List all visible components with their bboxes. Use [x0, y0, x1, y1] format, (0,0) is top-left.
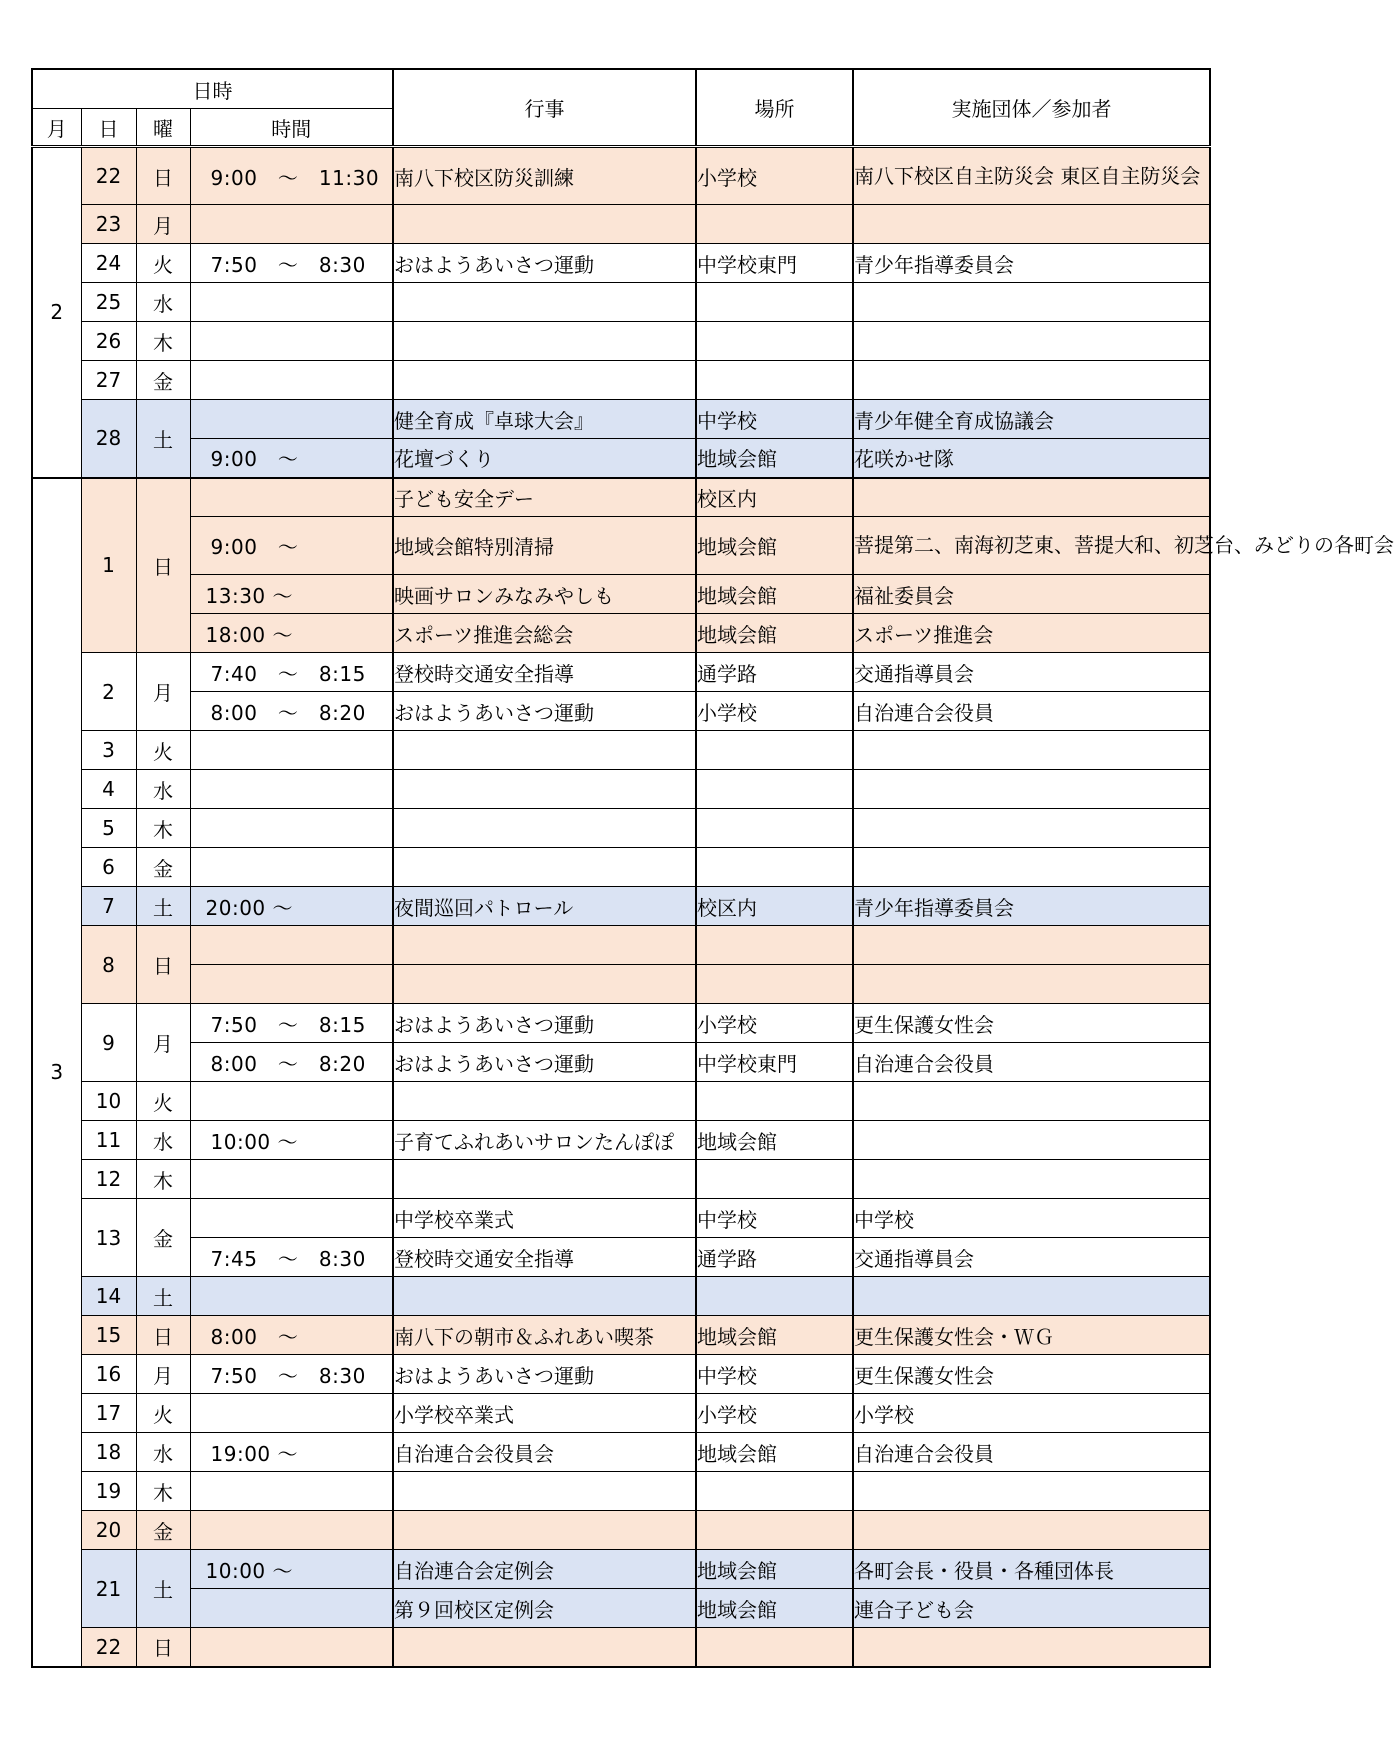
place-cell — [696, 1472, 853, 1511]
place-cell: 地域会館 — [696, 1589, 853, 1628]
weekday-cell: 土 — [136, 887, 190, 926]
event-cell — [393, 926, 696, 965]
place-cell: 地域会館 — [696, 1550, 853, 1589]
group-cell: 青少年健全育成協議会 — [853, 400, 1210, 439]
header-weekday: 曜 — [136, 109, 190, 147]
time-cell — [190, 478, 393, 517]
table-row — [32, 205, 1210, 244]
event-cell — [393, 1472, 696, 1511]
day-cell: 5 — [81, 809, 136, 848]
event-cell — [393, 322, 696, 361]
table-row — [32, 1277, 1210, 1316]
table-row — [32, 926, 1210, 965]
day-cell: 7 — [81, 887, 136, 926]
time-cell: 7:45 ～ 8:30 — [190, 1238, 393, 1277]
place-cell: 地域会館 — [696, 1121, 853, 1160]
time-cell — [190, 283, 393, 322]
place-cell — [696, 1277, 853, 1316]
table-row — [32, 1589, 1210, 1628]
weekday-cell: 金 — [136, 1199, 190, 1277]
group-cell: 福祉委員会 — [853, 575, 1210, 614]
event-cell: 子ども安全デー — [393, 478, 696, 517]
place-cell: 中学校 — [696, 1355, 853, 1394]
header-month: 月 — [32, 109, 81, 147]
time-cell — [190, 1628, 393, 1667]
table-row — [32, 147, 1210, 205]
place-cell: 地域会館 — [696, 439, 853, 478]
time-cell: 9:00 ～ — [190, 439, 393, 478]
time-cell — [190, 1199, 393, 1238]
event-cell — [393, 731, 696, 770]
weekday-cell: 土 — [136, 400, 190, 478]
event-cell — [393, 1082, 696, 1121]
weekday-cell: 金 — [136, 1511, 190, 1550]
event-cell: 南八下の朝市＆ふれあい喫茶 — [393, 1316, 696, 1355]
time-cell — [190, 400, 393, 439]
weekday-cell: 月 — [136, 653, 190, 731]
time-cell: 7:50 ～ 8:30 — [190, 1355, 393, 1394]
place-cell — [696, 809, 853, 848]
group-cell — [853, 965, 1210, 1004]
weekday-cell: 水 — [136, 770, 190, 809]
table-row — [32, 1082, 1210, 1121]
weekday-cell: 日 — [136, 1316, 190, 1355]
group-cell — [853, 205, 1210, 244]
time-cell: 9:00 ～ 11:30 — [190, 147, 393, 205]
weekday-cell: 火 — [136, 1082, 190, 1121]
event-cell: おはようあいさつ運動 — [393, 1043, 696, 1082]
weekday-cell: 月 — [136, 205, 190, 244]
event-cell: 花壇づくり — [393, 439, 696, 478]
table-row — [32, 809, 1210, 848]
group-cell — [853, 283, 1210, 322]
event-cell: 映画サロンみなみやしも — [393, 575, 696, 614]
place-cell — [696, 770, 853, 809]
group-cell — [853, 361, 1210, 400]
day-cell: 26 — [81, 322, 136, 361]
group-cell: 花咲かせ隊 — [853, 439, 1210, 478]
day-cell: 6 — [81, 848, 136, 887]
day-cell: 13 — [81, 1199, 136, 1277]
header-event: 行事 — [393, 69, 696, 147]
place-cell — [696, 965, 853, 1004]
table-row — [32, 614, 1210, 653]
time-cell — [190, 1472, 393, 1511]
event-cell: 夜間巡回パトロール — [393, 887, 696, 926]
event-cell: 地域会館特別清掃 — [393, 517, 696, 575]
time-cell — [190, 1589, 393, 1628]
place-cell — [696, 731, 853, 770]
table-body — [32, 147, 1394, 1667]
table-row — [32, 1199, 1210, 1238]
group-cell — [853, 770, 1210, 809]
place-cell: 地域会館 — [696, 575, 853, 614]
table-header — [32, 69, 1210, 147]
place-cell: 小学校 — [696, 1004, 853, 1043]
table-row — [32, 848, 1210, 887]
event-cell: 第９回校区定例会 — [393, 1589, 696, 1628]
time-cell: 9:00 ～ — [190, 517, 393, 575]
event-cell: 自治連合会役員会 — [393, 1433, 696, 1472]
time-cell — [190, 1082, 393, 1121]
table-row — [32, 1316, 1210, 1355]
time-cell — [190, 809, 393, 848]
event-cell — [393, 205, 696, 244]
table-row — [32, 653, 1210, 692]
place-cell — [696, 322, 853, 361]
group-cell: 連合子ども会 — [853, 1589, 1210, 1628]
place-cell: 中学校東門 — [696, 1043, 853, 1082]
header-group: 実施団体／参加者 — [853, 69, 1210, 147]
group-cell — [853, 1082, 1210, 1121]
time-cell: 8:00 ～ — [190, 1316, 393, 1355]
event-cell: おはようあいさつ運動 — [393, 244, 696, 283]
table-row — [32, 887, 1210, 926]
day-cell: 16 — [81, 1355, 136, 1394]
place-cell — [696, 1628, 853, 1667]
group-cell: 小学校 — [853, 1394, 1210, 1433]
group-cell — [853, 1277, 1210, 1316]
event-cell: 登校時交通安全指導 — [393, 1238, 696, 1277]
group-cell — [853, 1472, 1210, 1511]
group-cell — [853, 1160, 1210, 1199]
time-cell: 10:00 ～ — [190, 1121, 393, 1160]
day-cell: 28 — [81, 400, 136, 478]
time-cell — [190, 1511, 393, 1550]
group-cell — [853, 322, 1210, 361]
table-row — [32, 1394, 1210, 1433]
group-cell — [853, 1628, 1210, 1667]
place-cell — [696, 1160, 853, 1199]
event-cell — [393, 965, 696, 1004]
weekday-cell: 水 — [136, 1433, 190, 1472]
table-row — [32, 1238, 1210, 1277]
weekday-cell: 金 — [136, 848, 190, 887]
time-cell — [190, 205, 393, 244]
day-cell: 27 — [81, 361, 136, 400]
weekday-cell: 木 — [136, 1160, 190, 1199]
group-cell: 南八下校区自主防災会 東区自主防災会 — [853, 147, 1210, 205]
event-cell — [393, 809, 696, 848]
group-cell — [853, 809, 1210, 848]
time-cell: 18:00 ～ — [190, 614, 393, 653]
event-cell: 中学校卒業式 — [393, 1199, 696, 1238]
day-cell: 12 — [81, 1160, 136, 1199]
day-cell: 9 — [81, 1004, 136, 1082]
group-cell — [853, 848, 1210, 887]
weekday-cell: 木 — [136, 809, 190, 848]
time-cell: 8:00 ～ 8:20 — [190, 692, 393, 731]
month-cell-feb: 2 — [32, 147, 81, 478]
day-cell: 22 — [81, 147, 136, 205]
day-cell: 24 — [81, 244, 136, 283]
weekday-cell: 水 — [136, 1121, 190, 1160]
time-cell: 7:50 ～ 8:30 — [190, 244, 393, 283]
weekday-cell: 月 — [136, 1355, 190, 1394]
weekday-cell: 日 — [136, 1628, 190, 1667]
day-cell: 25 — [81, 283, 136, 322]
table-row — [32, 322, 1210, 361]
group-cell: 更生保護女性会 — [853, 1355, 1210, 1394]
group-cell: 自治連合会役員 — [853, 692, 1210, 731]
group-cell — [853, 1121, 1210, 1160]
time-cell — [190, 731, 393, 770]
place-cell: 小学校 — [696, 147, 853, 205]
table-row — [32, 361, 1210, 400]
event-cell: おはようあいさつ運動 — [393, 1355, 696, 1394]
place-cell — [696, 361, 853, 400]
table-row — [32, 1511, 1210, 1550]
table-row — [32, 575, 1210, 614]
day-cell: 20 — [81, 1511, 136, 1550]
event-cell: 子育てふれあいサロンたんぽぽ — [393, 1121, 696, 1160]
time-cell: 20:00 ～ — [190, 887, 393, 926]
header-place: 場所 — [696, 69, 853, 147]
weekday-cell: 木 — [136, 322, 190, 361]
table-row — [32, 1160, 1210, 1199]
weekday-cell: 日 — [136, 926, 190, 1004]
event-cell: 健全育成『卓球大会』 — [393, 400, 696, 439]
group-cell: 各町会長・役員・各種団体長 — [853, 1550, 1210, 1589]
place-cell: 校区内 — [696, 887, 853, 926]
group-cell: 菩提第二、南海初芝東、菩提大和、初芝台、みどりの各町会 — [853, 517, 1210, 575]
event-cell: スポーツ推進会総会 — [393, 614, 696, 653]
day-cell: 23 — [81, 205, 136, 244]
event-cell — [393, 770, 696, 809]
weekday-cell: 土 — [136, 1277, 190, 1316]
table-row — [32, 1550, 1210, 1589]
table-row — [32, 517, 1210, 575]
day-cell: 2 — [81, 653, 136, 731]
time-cell — [190, 322, 393, 361]
table-row — [32, 1472, 1210, 1511]
table-row — [32, 244, 1210, 283]
place-cell — [696, 205, 853, 244]
event-cell — [393, 1277, 696, 1316]
place-cell: 地域会館 — [696, 517, 853, 575]
weekday-cell: 日 — [136, 147, 190, 205]
day-cell: 4 — [81, 770, 136, 809]
group-cell: 青少年指導委員会 — [853, 244, 1210, 283]
day-cell: 8 — [81, 926, 136, 1004]
table-row — [32, 1004, 1210, 1043]
group-cell: 青少年指導委員会 — [853, 887, 1210, 926]
group-cell: 自治連合会役員 — [853, 1433, 1210, 1472]
table-row — [32, 283, 1210, 322]
day-cell: 3 — [81, 731, 136, 770]
group-cell: スポーツ推進会 — [853, 614, 1210, 653]
place-cell: 小学校 — [696, 1394, 853, 1433]
time-cell — [190, 1160, 393, 1199]
day-cell: 1 — [81, 478, 136, 653]
day-cell: 15 — [81, 1316, 136, 1355]
table-row — [32, 692, 1210, 731]
group-cell: 中学校 — [853, 1199, 1210, 1238]
event-cell: おはようあいさつ運動 — [393, 692, 696, 731]
group-cell — [853, 731, 1210, 770]
table-row — [32, 1628, 1210, 1667]
weekday-cell: 火 — [136, 244, 190, 283]
event-cell — [393, 848, 696, 887]
group-cell: 交通指導員会 — [853, 653, 1210, 692]
place-cell: 地域会館 — [696, 614, 853, 653]
header-time: 時間 — [190, 109, 393, 147]
place-cell: 地域会館 — [696, 1433, 853, 1472]
weekday-cell: 月 — [136, 1004, 190, 1082]
place-cell: 中学校東門 — [696, 244, 853, 283]
place-cell: 通学路 — [696, 1238, 853, 1277]
place-cell: 中学校 — [696, 400, 853, 439]
weekday-cell: 火 — [136, 731, 190, 770]
group-cell — [853, 926, 1210, 965]
day-cell: 22 — [81, 1628, 136, 1667]
place-cell: 地域会館 — [696, 1316, 853, 1355]
weekday-cell: 金 — [136, 361, 190, 400]
group-cell — [853, 1511, 1210, 1550]
table-row — [32, 965, 1210, 1004]
place-cell — [696, 283, 853, 322]
event-cell — [393, 361, 696, 400]
weekday-cell: 土 — [136, 1550, 190, 1628]
table-row — [32, 770, 1210, 809]
group-cell: 自治連合会役員 — [853, 1043, 1210, 1082]
event-cell: 小学校卒業式 — [393, 1394, 696, 1433]
header-datetime: 日時 — [32, 69, 393, 109]
time-cell — [190, 1277, 393, 1316]
table-row — [32, 478, 1210, 517]
event-cell — [393, 1628, 696, 1667]
day-cell: 21 — [81, 1550, 136, 1628]
event-cell: 南八下校区防災訓練 — [393, 147, 696, 205]
table-row — [32, 1043, 1210, 1082]
time-cell — [190, 1394, 393, 1433]
place-cell — [696, 848, 853, 887]
weekday-cell: 木 — [136, 1472, 190, 1511]
place-cell — [696, 1082, 853, 1121]
group-cell: 更生保護女性会 — [853, 1004, 1210, 1043]
event-cell — [393, 1160, 696, 1199]
schedule-table — [31, 68, 1394, 1668]
event-cell — [393, 283, 696, 322]
table-row — [32, 1121, 1210, 1160]
table-row — [32, 1355, 1210, 1394]
time-cell: 19:00 ～ — [190, 1433, 393, 1472]
place-cell: 中学校 — [696, 1199, 853, 1238]
group-cell: 更生保護女性会・ＷＧ — [853, 1316, 1210, 1355]
time-cell — [190, 965, 393, 1004]
time-cell — [190, 926, 393, 965]
day-cell: 17 — [81, 1394, 136, 1433]
day-cell: 10 — [81, 1082, 136, 1121]
time-cell: 7:40 ～ 8:15 — [190, 653, 393, 692]
place-cell: 小学校 — [696, 692, 853, 731]
table-row — [32, 1433, 1210, 1472]
day-cell: 14 — [81, 1277, 136, 1316]
weekday-cell: 日 — [136, 478, 190, 653]
event-cell: 登校時交通安全指導 — [393, 653, 696, 692]
place-cell — [696, 926, 853, 965]
event-cell: おはようあいさつ運動 — [393, 1004, 696, 1043]
header-day: 日 — [81, 109, 136, 147]
table-row — [32, 400, 1210, 439]
time-cell — [190, 848, 393, 887]
place-cell: 通学路 — [696, 653, 853, 692]
group-cell — [853, 478, 1210, 517]
time-cell — [190, 361, 393, 400]
time-cell — [190, 770, 393, 809]
time-cell: 8:00 ～ 8:20 — [190, 1043, 393, 1082]
weekday-cell: 水 — [136, 283, 190, 322]
event-cell: 自治連合会定例会 — [393, 1550, 696, 1589]
place-cell — [696, 1511, 853, 1550]
group-cell: 交通指導員会 — [853, 1238, 1210, 1277]
day-cell: 19 — [81, 1472, 136, 1511]
place-cell: 校区内 — [696, 478, 853, 517]
event-cell — [393, 1511, 696, 1550]
time-cell: 10:00 ～ — [190, 1550, 393, 1589]
weekday-cell: 火 — [136, 1394, 190, 1433]
day-cell: 18 — [81, 1433, 136, 1472]
time-cell: 13:30 ～ — [190, 575, 393, 614]
day-cell: 11 — [81, 1121, 136, 1160]
table-row — [32, 439, 1210, 478]
table-row — [32, 731, 1210, 770]
time-cell: 7:50 ～ 8:15 — [190, 1004, 393, 1043]
month-cell-mar: 3 — [32, 478, 81, 1667]
